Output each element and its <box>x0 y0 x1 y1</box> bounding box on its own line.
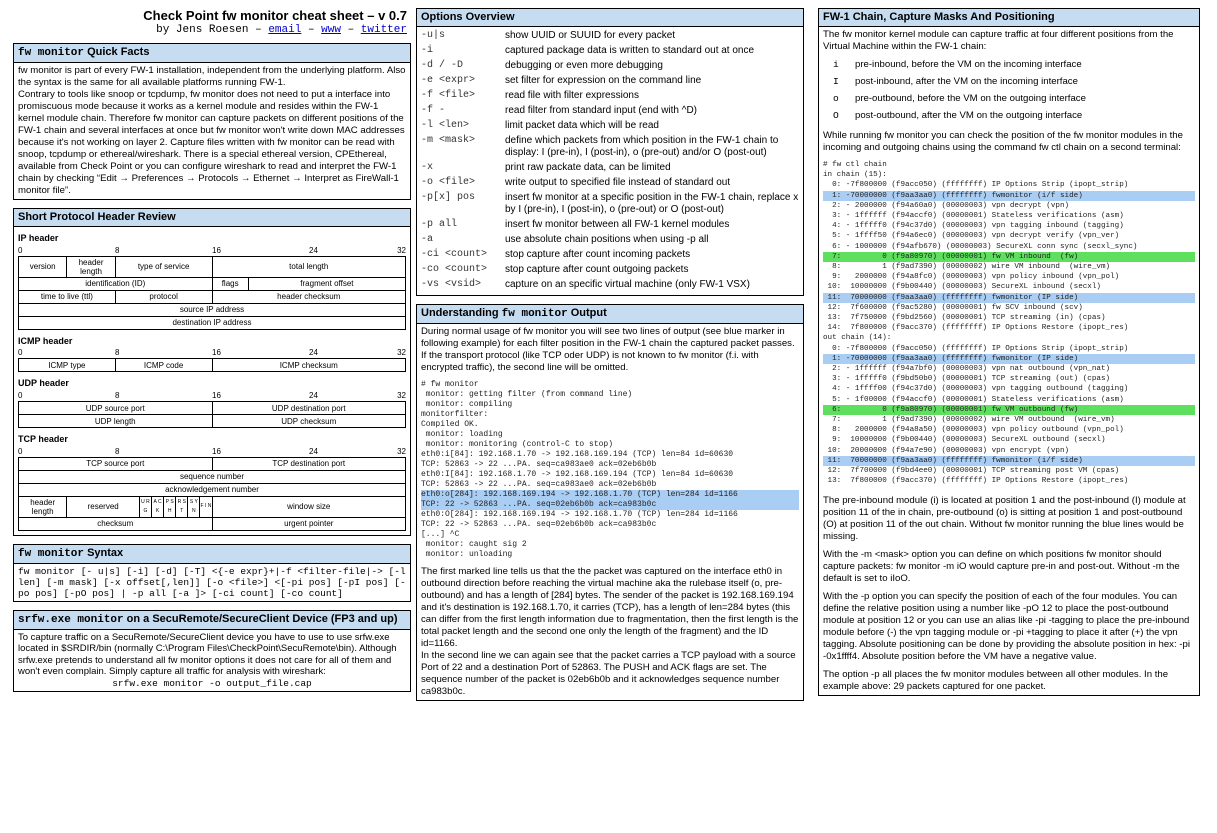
option-flag: -f <file> <box>421 90 476 101</box>
option-row <box>421 134 799 161</box>
chain-line: 4: - 1fffff0 (f94c37d0) (00000003) vpn tagging inbound (tagging) <box>823 222 1124 231</box>
fw1-chain-section <box>818 8 1200 696</box>
understanding-intro: During normal usage of fw monitor you will see two lines of output (see blue marker in following example) for each filter position in the FW-1 chain the captured packet passes. If the transport protocol (like TCP oder UDP) is not known to fw monitor (f.i. with encrypted traffic), the second line will be omitted. <box>421 326 795 373</box>
option-flag: -vs <vsid> <box>421 279 482 290</box>
chain-line: 11: 70000000 (f9aa3aa0) (ffffffff) fwmonitor (i/f side) <box>823 456 1195 466</box>
code-line: TCP: 22 -> 52863 ...PA. seq=02eb6b0b ack=ca983b0c <box>421 520 657 529</box>
chain-line: 4: - 1ffff00 (f94c37d0) (00000003) vpn tagging outbound (tagging) <box>823 385 1129 394</box>
option-flag: -ci <count> <box>421 249 488 260</box>
code-line: monitor: compiling <box>421 400 513 409</box>
syntax-text: fw monitor [- u|s] [-i] [-d] [-T] <{-e expr}+|-f <filter-file|-> [-l len] [-m mask] [-x offset[,len]] [-o <file>] <[-pi pos] [-pI pos] [-po pos] [-pO pos] | -p all [-a ]> [-ci count] [-co count] <box>18 565 406 599</box>
code-line: monitorfilter: <box>421 410 489 419</box>
chain-line: 1: -70000000 (f9aa3aa0) (ffffffff) fwmonitor (i/f side) <box>823 191 1195 201</box>
page-title: Check Point fw monitor cheat sheet – v 0.7 <box>143 8 407 23</box>
protocol-header-section: Short Protocol Header Review IP header 0 8 16 24 32 version header length type of service total length identification (ID) flags fragment offset time to live (ttl) protocol header checksum source IP address destination IP address ICMP header 0 8 16 24 32 ICMP type ICMP code ICMP checksum UDP header 0 8 16 24 32 UDP source port UDP destination port UDP length UDP checksum TCP header 0 8 16 24 32 TCP source port TCP destination port sequence number acknowledgement number header length reserved U R G A C K P S H R S T S Y N F I N window size checksum urgent pointer <box>13 208 411 536</box>
option-description: captured package data is written to standard out at once <box>505 45 755 56</box>
option-flag: -d / -D <box>421 60 464 71</box>
code-line: TCP: 52863 -> 22 ...PA. seq=ca983ae0 ack=02eb6b0b <box>421 480 657 489</box>
chain-line: in chain (15): <box>823 171 887 180</box>
option-description: show UUID or SUUID for every packet <box>505 30 676 41</box>
chain-line: 3: - 1ffffff (f94accf0) (00000001) Stateless verifications (asm) <box>823 212 1124 221</box>
icmp-header-table: ICMP type ICMP code ICMP checksum <box>18 358 406 372</box>
option-flag: -co <count> <box>421 264 488 275</box>
option-description: use absolute chain positions when using -p all <box>505 234 709 245</box>
code-line: TCP: 52863 -> 22 ...PA. seq=ca983ae0 ack=02eb6b0b <box>421 460 657 469</box>
chain-line: 11: 70000000 (f9aa3aa0) (ffffffff) fwmonitor (IP side) <box>823 293 1195 303</box>
understanding-section <box>416 304 804 701</box>
column-middle <box>416 8 804 709</box>
chain-line: 2: - 2000000 (f94a60a0) (00000003) vpn decrypt (vpn) <box>823 201 1070 210</box>
chain-line: 10: 20000000 (f94a7e90) (00000003) vpn encrypt (vpn) <box>823 446 1070 455</box>
code-line: monitor: loading <box>421 430 503 439</box>
fw1-p4: With the -m <mask> option you can define on which positions fw monitor should capture packets: fw monitor -m iO would capture pre-in and post-out. Without -m the default is set to iIoO. <box>823 548 1180 584</box>
code-line: eth0:I[84]: 192.168.1.70 -> 192.168.169.194 (TCP) len=84 id=60630 <box>421 470 734 479</box>
chain-line: 12: 7f700000 (f9bd4ee0) (00000001) TCP streaming post VM (cpas) <box>823 467 1120 476</box>
position-list <box>823 59 1195 122</box>
chain-line: out chain (14): <box>823 334 892 343</box>
option-description: capture on an specific virtual machine (only FW-1 VSX) <box>505 279 750 290</box>
option-flag: -i <box>421 45 434 56</box>
option-row <box>421 44 799 59</box>
option-description: stop capture after count incoming packets <box>505 249 691 260</box>
chain-line: 6: - 1000000 (f94afb670) (00000003) SecureXL conn sync (secxl_sync) <box>823 242 1138 251</box>
chain-line: 12: 7f600000 (f9ac5280) (00000001) fw SCV inbound (scv) <box>823 303 1083 312</box>
option-description: insert fw monitor between all FW-1 kernel modules <box>505 219 730 230</box>
section-title: fw monitor Quick Facts <box>14 44 410 63</box>
chain-line: 9: 10000000 (f9b00440) (00000003) SecureXL outbound (secxl) <box>823 436 1106 445</box>
chain-line: 1: -70000000 (f9aa3aa0) (ffffffff) fwmonitor (IP side) <box>823 354 1195 364</box>
section-title: Options Overview <box>417 9 803 27</box>
understanding-p3: In the second line we can again see that the packet carries a TCP payload with a source Port of 22 and a destination Port of 52863. The PUSH and ACK flags are set. The sequence number of the packet is 02eb6b0b and it acknowledges sequence number ca983b0c. <box>421 650 796 697</box>
icmp-header-label: ICMP header <box>18 335 73 346</box>
option-flag: -a <box>421 234 434 245</box>
understanding-p2: The first marked line tells us that the the packet was captured on the interface eth0 in outbound direction before reaching the virtual machine aka the rulebase itself (o, pre-outbound) and has a length of [284] bytes. The sender of the packet is 192.168.169.194 and it's destination is 192.168.1.70, it carries (TCP), has a length of len=284 bytes (this can differ from the first length information due to fragmentation, then the first length is the total packet length and the second one only the length of the fragment) and the ID id=1166. <box>421 566 799 649</box>
code-line: monitor: caught sig 2 <box>421 540 527 549</box>
chain-line: 7: 1 (f9ad7390) (00000002) wire VM outbound (wire_vm) <box>823 416 1115 425</box>
code-line: TCP: 22 -> 52863 ...PA. seq=02eb6b0b ack=ca983b0c <box>421 500 799 510</box>
position-item: o pre-outbound, before the VM on the outgoing interface <box>833 93 1086 104</box>
code-line: # fw monitor <box>421 380 479 389</box>
email-link[interactable]: email <box>268 23 302 36</box>
ip-header-table: version header length type of service total length identification (ID) flags fragment offset time to live (ttl) protocol header checksum source IP address destination IP address <box>18 256 406 330</box>
position-item: i pre-inbound, before the VM on the incoming interface <box>833 59 1082 70</box>
chain-line: 8: 2000000 (f94a8a50) (00000003) vpn policy outbound (vpn_pol) <box>823 426 1124 435</box>
srfw-command: srfw.exe monitor -o output_file.cap <box>112 677 312 689</box>
options-table <box>421 29 799 293</box>
code-line: monitor: getting filter (from command line) <box>421 390 633 399</box>
chain-line: 2: - 1ffffff (f94a7bf0) (00000003) vpn nat outbound (vpn_nat) <box>823 365 1111 374</box>
tcp-header-label: TCP header <box>18 434 68 445</box>
section-title: srfw.exe monitor on a SecuRemote/SecureClient Device (FP3 and up) <box>14 611 410 630</box>
option-row <box>421 104 799 119</box>
option-flag: -l <len> <box>421 120 470 131</box>
section-title: Short Protocol Header Review <box>14 209 410 227</box>
option-row <box>421 176 799 191</box>
option-row <box>421 218 799 233</box>
chain-line: 3: - 1fffff0 (f9bd50b0) (00000001) TCP streaming (out) (cpas) <box>823 375 1111 384</box>
bit-scale: 0 8 16 24 32 <box>18 245 406 255</box>
fw1-intro: The fw monitor kernel module can capture traffic at four different positions from the Virtual Machine within the FW-1 chain: <box>823 29 1174 52</box>
code-line: Compiled OK. <box>421 420 479 429</box>
code-line: eth0:o[284]: 192.168.169.194 -> 192.168.1.70 (TCP) len=284 id=1166 <box>421 490 799 500</box>
option-row <box>421 29 799 44</box>
option-flag: -e <expr> <box>421 75 476 86</box>
option-row <box>421 89 799 104</box>
option-flag: -f - <box>421 105 446 116</box>
section-title: FW-1 Chain, Capture Masks And Positioning <box>819 9 1199 27</box>
code-line: eth0:i[84]: 192.168.1.70 -> 192.168.169.194 (TCP) len=84 id=60630 <box>421 450 734 459</box>
option-description: read file with filter expressions <box>505 90 639 101</box>
fw1-p2: While running fw monitor you can check the position of the fw monitor modules in the incoming and outgoing chains using the command fw ctl chain on a second terminal: <box>823 130 1183 153</box>
tcp-header-table: TCP source port TCP destination port sequence number acknowledgement number header length reserved U R G A C K P S H R S T S Y N F I N window size checksum urgent pointer <box>18 457 406 531</box>
quick-facts-p1: fw monitor is part of every FW-1 installation, independent from the underlying platform. Also the syntax is the same for all available platforms running FW-1. <box>18 64 406 88</box>
code-line: monitor: unloading <box>421 550 513 559</box>
code-line: monitor: monitoring (control-C to stop) <box>421 440 614 449</box>
monitor-output-code <box>421 380 799 560</box>
ip-header-label: IP header <box>18 232 59 243</box>
option-description: set filter for expression on the command line <box>505 75 702 86</box>
code-line: eth0:O[284]: 192.168.169.194 -> 192.168.1.70 (TCP) len=284 id=1166 <box>421 510 738 519</box>
option-row <box>421 233 799 248</box>
byline: by Jens Roesen – email – www – twitter <box>156 23 407 36</box>
fw-ctl-chain-code <box>823 160 1195 487</box>
twitter-link[interactable]: twitter <box>360 23 407 36</box>
chain-line: 7: 0 (f9a80970) (00000001) fw VM inbound (fw) <box>823 252 1195 262</box>
option-row <box>421 191 799 218</box>
option-row <box>421 119 799 134</box>
options-section <box>416 8 804 296</box>
fw1-p5: With the -p option you can specify the position of each of the four modules. You can define the relative position using a number like -pO 12 to place the post-outbound module at position 12 or you can use an alias like -pi -tagging to place the pre-inbound module before (-) the vpn tagging module or -pi +tagging to place it after (+) the vpn tagging. Absolute positioning can be done by providing the absolute position in hex: -pi -0x1ffff4. Absolute position before the VM have a negative value. <box>823 590 1190 662</box>
option-description: insert fw monitor at a specific position in the FW-1 chain, replace x by I (pre-in), I (post-in), o (pre-out) or O (post-out) <box>505 192 799 215</box>
chain-line: 5: - 1ffff50 (f94a6ec0) (00000003) vpn decrypt verify (vpn_ver) <box>823 232 1120 241</box>
option-description: debugging or even more debugging <box>505 60 663 71</box>
code-line: [...] ^C <box>421 530 460 539</box>
quick-facts-p2: Contrary to tools like snoop or tcpdump, fw monitor does not need to put a interface into promiscuous mode because it works as a kernel module and resides within the FW-1 kernel module chain. Therefore fw monitor can capture packets on different positions of the FW-1 chain and several interfaces at once but fw monitor won't write down MAC addresses because it's not working on layer 2. Capture files written with fw monitor can be read with snoop, tcpdump or ethereal/wireshark. There is a special ethereal version, CPEthereal, available from Check Point or you can configure wireshark to read and interpret the FW-1 chain by checking “Edit → Preferences → Protocols → Ethernet → Interpret as FireWall-1 monitor file”. <box>18 88 405 196</box>
section-title: fw monitor Syntax <box>14 545 410 564</box>
chain-line: 14: 7f800000 (f9acc370) (ffffffff) IP Options Restore (ipopt_res) <box>823 324 1129 333</box>
option-flag: -m <mask> <box>421 135 476 146</box>
quick-facts-section <box>13 43 411 200</box>
option-description: print raw packate data, can be limited <box>505 162 671 173</box>
option-flag: -p[x] pos <box>421 192 476 203</box>
chain-line: 10: 10000000 (f9b00440) (00000003) SecureXL inbound (secxl) <box>823 283 1101 292</box>
chain-line: 0: -7f800000 (f9acc050) (ffffffff) IP Options Strip (ipopt_strip) <box>823 344 1129 353</box>
chain-line: 8: 1 (f9ad7390) (00000002) wire VM inbound (wire_vm) <box>823 263 1111 272</box>
chain-line: 6: 0 (f9a80970) (00000001) fw VM outbound (fw) <box>823 405 1195 415</box>
column-left <box>13 8 411 700</box>
www-link[interactable]: www <box>321 23 341 36</box>
fw1-p3: The pre-inbound module (i) is located at position 1 and the post-inbound (I) module at position 11 of the in chain, pre-outbound (o) is sitting at position 1 and post-outbound (O) at position 11 of the out chain. Without fw monitor running the blue lines would be missing. <box>823 494 1186 542</box>
option-flag: -p all <box>421 219 458 230</box>
fw1-p6: The option -p all places the fw monitor modules between all other modules. In the example above: 29 packets captured for one packet. <box>823 668 1169 692</box>
column-right <box>818 8 1200 704</box>
option-row <box>421 74 799 89</box>
position-item: I post-inbound, after the VM on the incoming interface <box>833 76 1078 87</box>
section-title: Understanding fw monitor Output <box>417 305 803 324</box>
option-flag: -x <box>421 162 434 173</box>
option-row <box>421 248 799 263</box>
srfw-text: To capture traffic on a SecuRemote/SecureClient device you have to use to use srfw.exe located in $SRDIR/bin (normally C:\Program Files\CheckPoint\SecuRemote\bin). Although srfw.exe pretends to understand all fw monitor options it does not care for all of them and won't even complain. Simply capture all traffic for analysis with wireshark: <box>18 631 397 678</box>
option-flag: -o <file> <box>421 177 476 188</box>
option-row <box>421 59 799 74</box>
chain-line: 5: - 1f00000 (f94accf0) (00000001) Stateless verifications (asm) <box>823 395 1124 404</box>
syntax-section <box>13 544 411 602</box>
udp-header-label: UDP header <box>18 378 69 389</box>
option-description: limit packet data which will be read <box>505 120 659 131</box>
option-flag: -u|s <box>421 30 446 41</box>
option-row <box>421 278 799 293</box>
option-description: write output to specified file instead of standard out <box>505 177 731 188</box>
srfw-section <box>13 610 411 693</box>
option-description: read filter from standard input (end with ^D) <box>505 105 697 116</box>
position-item: O post-outbound, after the VM on the outgoing interface <box>833 110 1083 121</box>
option-row <box>421 263 799 278</box>
chain-line: 13: 7f750000 (f9bd2560) (00000001) TCP streaming (in) (cpas) <box>823 314 1106 323</box>
option-row <box>421 161 799 176</box>
option-description: define which packets from which position in the FW-1 chain to display: I (pre-in), I (post-in), o (pre-out) and/or O (post-out) <box>505 135 779 158</box>
chain-line: 13: 7f800000 (f9acc370) (ffffffff) IP Options Restore (ipopt_res) <box>823 477 1129 486</box>
chain-line: 0: -7f800000 (f9acc050) (ffffffff) IP Options Strip (ipopt_strip) <box>823 181 1129 190</box>
udp-header-table: UDP source port UDP destination port UDP length UDP checksum <box>18 401 406 428</box>
chain-line: 9: 2000000 (f94a8fc0) (00000003) vpn policy inbound (vpn_pol) <box>823 273 1120 282</box>
option-description: stop capture after count outgoing packets <box>505 264 689 275</box>
chain-line: # fw ctl chain <box>823 161 887 169</box>
